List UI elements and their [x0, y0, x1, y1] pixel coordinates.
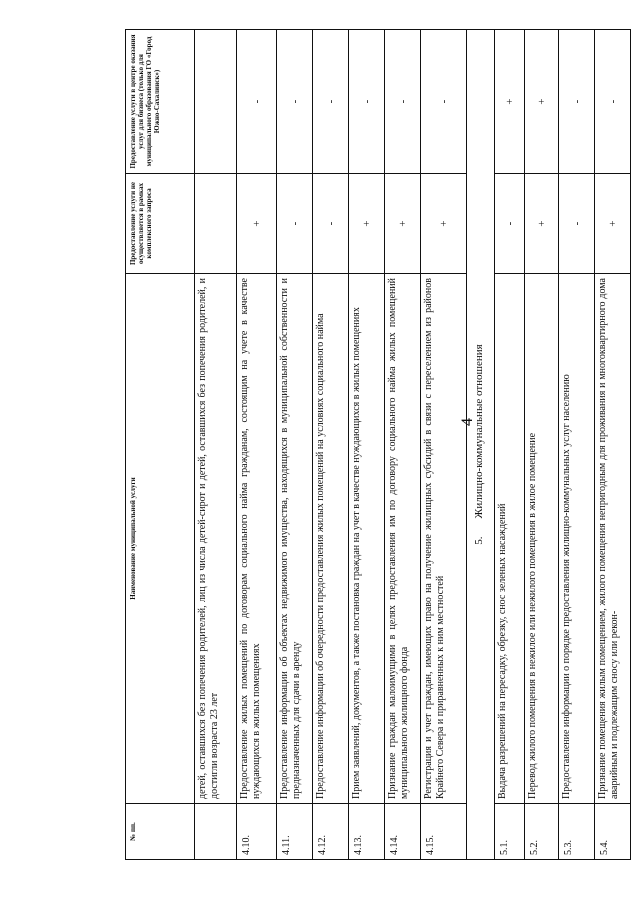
service-name: Прием заявлений, документов, а также постановка граждан на учет в качестве нуждающихся в жилых помещениях [349, 274, 385, 804]
row-number: 5.2. [525, 804, 559, 860]
complex-request-mark: - [495, 174, 525, 274]
complex-request-mark: + [349, 174, 385, 274]
business-center-mark: + [495, 30, 525, 174]
row-number: 4.14. [385, 804, 421, 860]
continuation-row [195, 30, 237, 860]
table-row [385, 30, 421, 860]
service-name: Признание граждан малоимущими в целях предоставления им по договору социального найма жилых помещений муниципального жилищного фонда [385, 274, 421, 804]
service-name: Предоставление жилых помещений по договорам социального найма гражданам, состоящим на учете в качестве нуждающихся в жилых помещениях [237, 274, 277, 804]
table-row [595, 30, 631, 860]
business-center-mark: - [421, 30, 467, 174]
continuation-business [195, 30, 237, 174]
business-center-mark: - [595, 30, 631, 174]
row-number: 4.10. [237, 804, 277, 860]
table-row [559, 30, 595, 860]
header-complex-request: Предоставление услуги не осуществляется в рамках комплексного запроса [126, 174, 195, 274]
page-number: 4 [459, 418, 476, 426]
table-row [313, 30, 349, 860]
complex-request-mark: - [277, 174, 313, 274]
table-row [525, 30, 559, 860]
complex-request-mark: - [313, 174, 349, 274]
table-row [495, 30, 525, 860]
table-header-row [126, 30, 195, 860]
continuation-text: детей, оставшихся без попечения родителей, лиц из числа детей-сирот и детей, оставшихся без попечения родителей, и достигли возраста 23 лет [195, 274, 237, 804]
continuation-complex [195, 174, 237, 274]
row-number: 4.11. [277, 804, 313, 860]
table-row [349, 30, 385, 860]
service-name: Выдача разрешений на пересадку, обрезку, снос зеленых насаждений [495, 274, 525, 804]
section-row [467, 30, 495, 860]
table-row [277, 30, 313, 860]
business-center-mark: - [349, 30, 385, 174]
business-center-mark: - [237, 30, 277, 174]
service-name: Предоставление информации об объектах недвижимого имущества, находящихся в муниципальной собственности и предназначенных для сдачи в аренду [277, 274, 313, 804]
header-number: № пп. [126, 804, 195, 860]
continuation-num [195, 804, 237, 860]
row-number: 5.1. [495, 804, 525, 860]
table-row [237, 30, 277, 860]
complex-request-mark: + [385, 174, 421, 274]
section-number: 5. [473, 536, 485, 545]
business-center-mark: - [385, 30, 421, 174]
complex-request-mark: + [237, 174, 277, 274]
section-heading [467, 30, 495, 860]
header-service: Наименование муниципальной услуги [126, 274, 195, 804]
row-number: 5.3. [559, 804, 595, 860]
business-center-mark: - [277, 30, 313, 174]
row-number: 4.13. [349, 804, 385, 860]
service-name: Перевод жилого помещения в нежилое или нежилого помещения в жилое помещение [525, 274, 559, 804]
services-table [125, 29, 631, 860]
service-name: Признание помещения жилым помещением, жилого помещения непригодным для проживания и многоквартирного дома аварийным и подлежащим сносу или рекон- [595, 274, 631, 804]
complex-request-mark: - [559, 174, 595, 274]
row-number: 4.15. [421, 804, 467, 860]
complex-request-mark: + [525, 174, 559, 274]
business-center-mark: - [559, 30, 595, 174]
service-name: Предоставление информации о порядке предоставления жилищно-коммунальных услуг населению [559, 274, 595, 804]
complex-request-mark: + [595, 174, 631, 274]
business-center-mark: - [313, 30, 349, 174]
header-business-center: Предоставление услуги в центре оказания услуг для бизнеса (только для муниципального образования ГО «Город Южно-Сахалинск») [126, 30, 195, 174]
services-table-rotated [125, 30, 620, 860]
complex-request-mark: + [421, 174, 467, 274]
business-center-mark: + [525, 30, 559, 174]
section-title: Жилищно-коммунальные отношения [473, 344, 485, 519]
service-name: Регистрация и учет граждан, имеющих право на получение жилищных субсидий в связи с переселением из районов Крайнего Севера и приравненных к ним местностей [421, 274, 467, 804]
row-number: 5.4. [595, 804, 631, 860]
service-name: Предоставление информации об очередности предоставления жилых помещений на условиях социального найма [313, 274, 349, 804]
table-row [421, 30, 467, 860]
row-number: 4.12. [313, 804, 349, 860]
